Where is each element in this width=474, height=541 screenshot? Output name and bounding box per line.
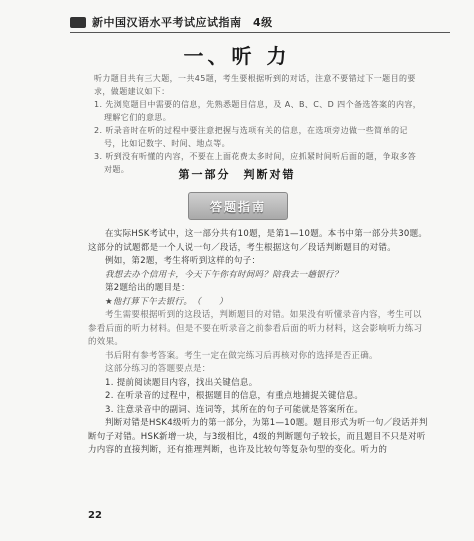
book-title: 新中国汉语水平考试应试指南 4级 [92,16,273,29]
intro-tips [94,98,424,176]
section-title: 一、听 力 [183,44,291,68]
answer-point: 1. 提前阅读题目内容，找出关键信息。 [105,377,258,388]
page-number: 22 [88,510,102,521]
header-rule [70,32,450,33]
body-paragraph: 在实际HSK考试中，这一部分共有10题，是第1—10题。本书中第一部分共30题。这部分的试题都是一个人说一句／段话，考生根据这句／段话判断题目的对错。 [88,229,428,253]
running-header [70,14,430,30]
body-paragraph: 书后附有参考答案。考生一定在做完练习后再核对你的选择是否正确。 [105,350,378,361]
answer-point: 2. 在听录音的过程中，根据题目的信息，有重点地捕捉关键信息。 [105,391,364,401]
body-paragraph: 第2题给出的题目是： [105,283,190,293]
guide-banner [188,192,288,220]
part-title: 第一部分 判断对错 [178,168,296,181]
example-item: ★他打算下午去银行。 （ ） [105,296,228,307]
intro-tip: 1. 先浏览题目中需要的信息，先熟悉题目信息，及 A、B、C、D 四个备选答案的内容，理解它们的意思。 [94,100,422,122]
intro-tip: 3. 听到没有听懂的内容，不要在上面花费太多时间，应抓紧时间听后面的题，争取多答对题。 [94,152,417,174]
body-paragraph: 考生需要根据听到的这段话，判断题目的对错。如果没有听懂录音内容，考生可以参看后面的听力材料。但是不要在听录音之前参看后面的听力材料，这会影响听力练习的效果。 [88,310,423,347]
body-paragraph: 例如，第2题，考生将听到这样的句子： [105,256,261,266]
intro-paragraph: 听力题目共有三大题，一共45题，考生要根据听到的对话，注意不要错过下一题目的要求，做题建议如下： [94,74,416,96]
answer-point: 3. 注意录音中的副词、连词等，其所在的句子可能就是答案所在。 [105,404,364,415]
book-logo-icon [70,17,86,28]
body-text [88,228,428,458]
intro-block [94,72,424,176]
body-paragraph: 判断对错是HSK4级听力的第一部分，为第1—10题。题目形式为听一句／段话并判断句子对错。HSK新增一块，与3级相比，4级的判断题句子较长，而且题目不只是对听力内容的直接判断，还有推理判断，也许及比较句等复杂句型的变化。听力的 [88,418,428,455]
body-paragraph: 这部分练习的答题要点是： [105,364,211,374]
example-audio-sentence: 我想去办个信用卡，今天下午你有时间吗？陪我去一趟银行？ [105,269,343,280]
intro-tip: 2. 听录音时在听的过程中要注意把握与选项有关的信息，在选项旁边做一些简单的记号，比如记数字、时间、地点等。 [94,126,408,148]
guide-label: 答题指南 [209,199,266,214]
